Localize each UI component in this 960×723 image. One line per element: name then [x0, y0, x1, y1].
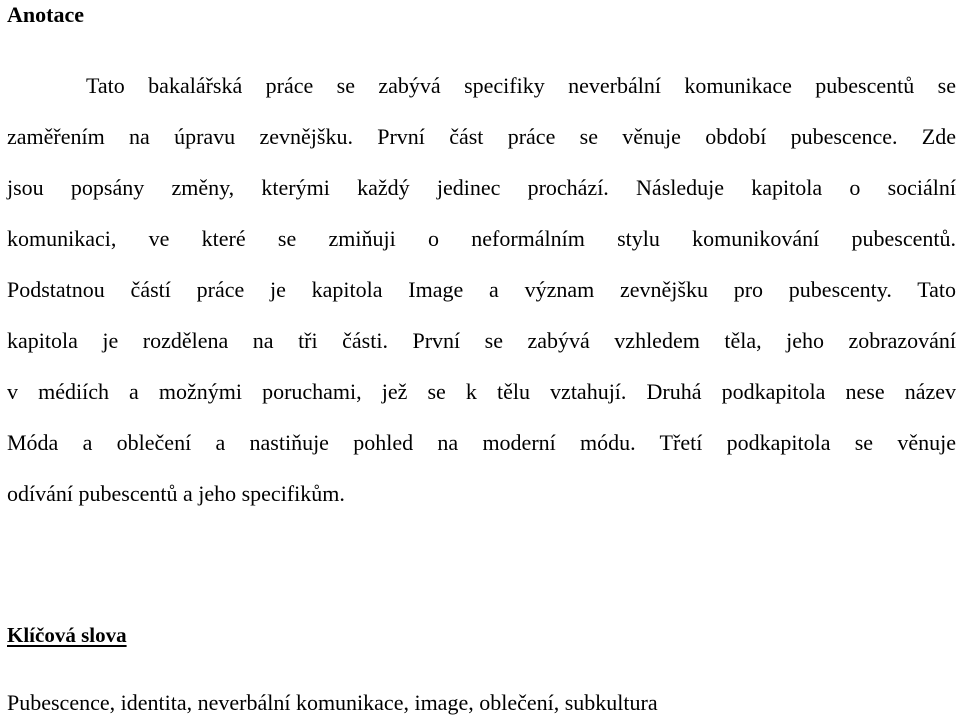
abstract-line: Podstatnou částí práce je kapitola Image a význam zevnějšku pro pubescenty. Tato — [7, 277, 956, 302]
abstract-line: zaměřením na úpravu zevnějšku. První část práce se věnuje období pubescence. Zde — [7, 124, 956, 149]
abstract-line: v médiích a možnými poruchami, jež se k tělu vztahují. Druhá podkapitola nese název — [7, 379, 956, 404]
abstract-line: Tato bakalářská práce se zabývá specifiky neverbální komunikace pubescentů se — [86, 73, 956, 98]
abstract-line: Móda a oblečení a nastiňuje pohled na moderní módu. Třetí podkapitola se věnuje — [7, 430, 956, 455]
abstract-heading: Anotace — [7, 2, 84, 27]
abstract-line: kapitola je rozdělena na tři části. První se zabývá vzhledem těla, jeho zobrazování — [7, 328, 956, 353]
keywords-text: Pubescence, identita, neverbální komunikace, image, oblečení, subkultura — [7, 690, 658, 715]
abstract-line: komunikaci, ve které se zmiňuji o neformálním stylu komunikování pubescentů. — [7, 226, 956, 251]
abstract-line: odívání pubescentů a jeho specifikům. — [7, 481, 345, 506]
abstract-paragraph — [7, 60, 956, 519]
abstract-line: jsou popsány změny, kterými každý jedinec prochází. Následuje kapitola o sociální — [7, 175, 956, 200]
keywords-heading: Klíčová slova — [7, 623, 127, 647]
